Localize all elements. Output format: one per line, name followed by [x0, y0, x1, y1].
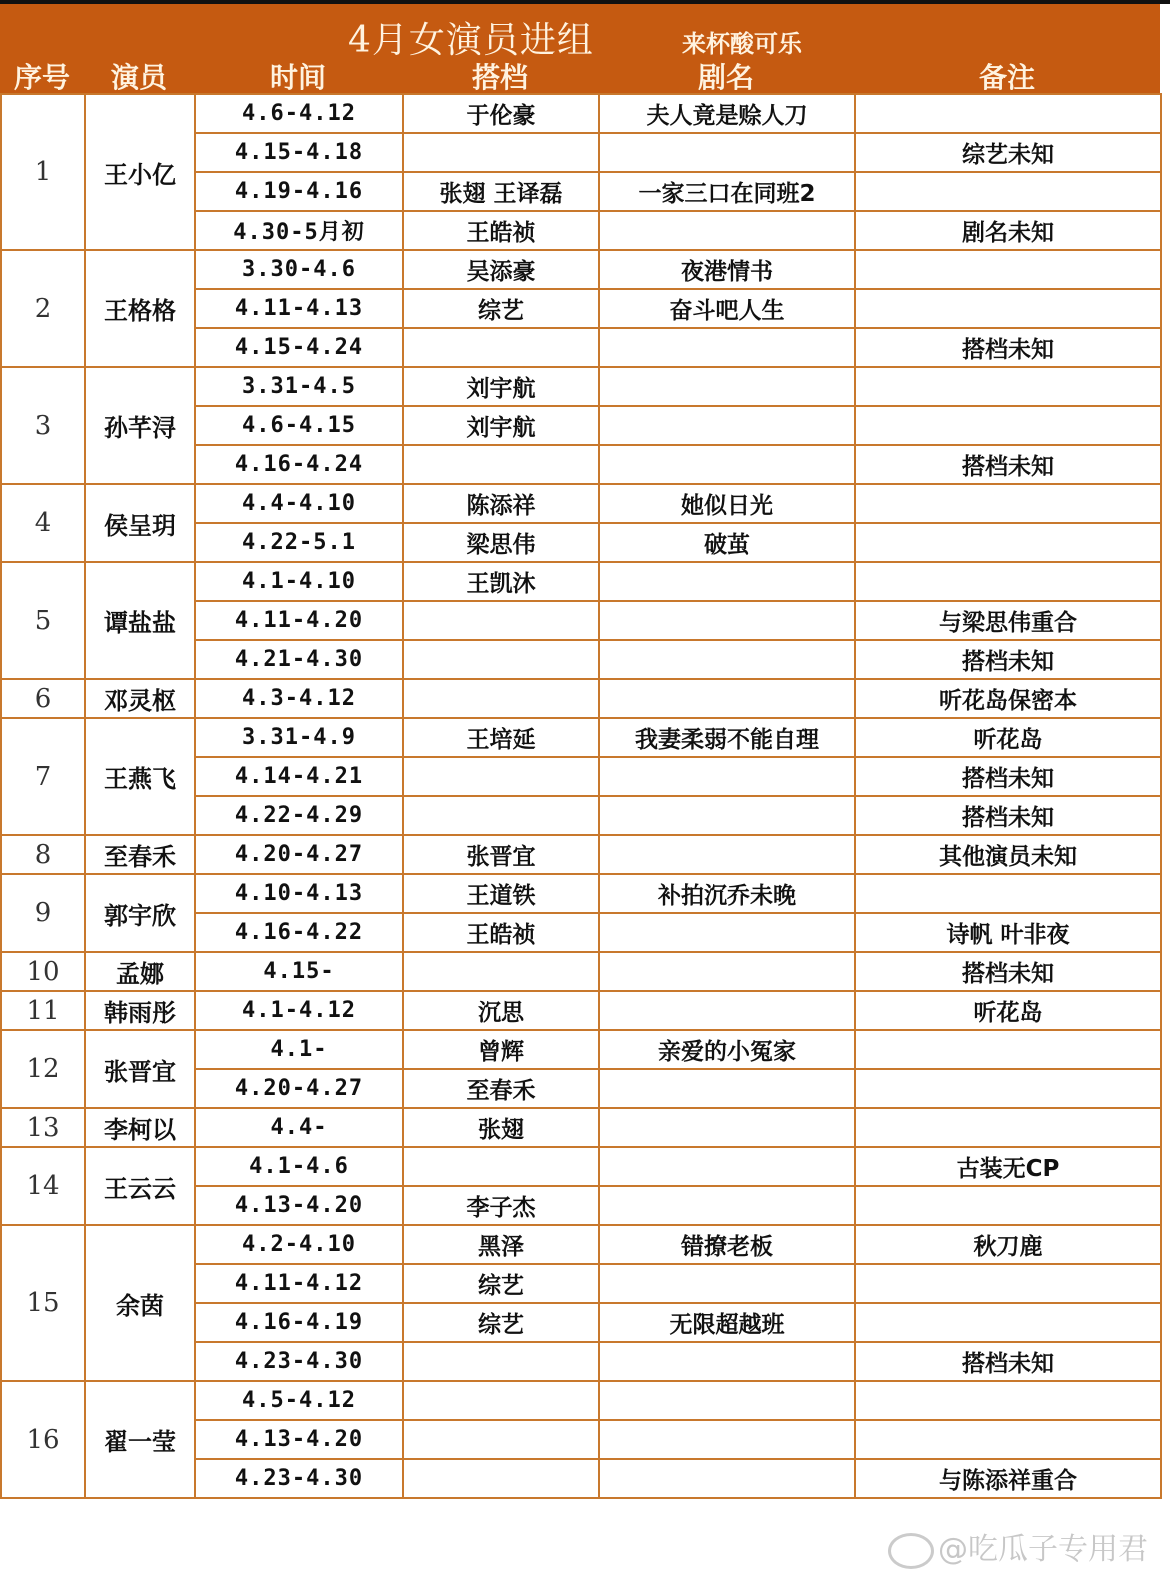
- drama-cell: [599, 991, 855, 1030]
- row-number: 11: [1, 991, 85, 1030]
- drama-cell: 夫人竟是赊人刀: [599, 94, 855, 133]
- table-row: [1, 874, 1161, 913]
- drama-cell: [599, 1147, 855, 1186]
- partner-cell: 王皓祯: [403, 913, 599, 952]
- drama-cell: [599, 757, 855, 796]
- note-cell: [855, 523, 1161, 562]
- drama-cell: [599, 211, 855, 250]
- time-cell: 4.11-4.13: [195, 289, 403, 328]
- drama-cell: 亲爱的小冤家: [599, 1030, 855, 1069]
- time-cell: 4.6-4.15: [195, 406, 403, 445]
- partner-cell: 沉思: [403, 991, 599, 1030]
- time-cell: 4.20-4.27: [195, 1069, 403, 1108]
- row-number: 10: [1, 952, 85, 991]
- actress-name: 孟娜: [85, 952, 195, 991]
- row-number: 13: [1, 1108, 85, 1147]
- time-cell: 4.16-4.24: [195, 445, 403, 484]
- note-cell: [855, 289, 1161, 328]
- drama-cell: [599, 1342, 855, 1381]
- note-cell: [855, 406, 1161, 445]
- note-cell: 搭档未知: [855, 1342, 1161, 1381]
- drama-cell: 奋斗吧人生: [599, 289, 855, 328]
- drama-cell: [599, 1459, 855, 1498]
- drama-cell: [599, 1186, 855, 1225]
- time-cell: 4.15-4.18: [195, 133, 403, 172]
- actress-name: 王小亿: [85, 94, 195, 250]
- note-cell: 搭档未知: [855, 796, 1161, 835]
- partner-cell: 黑泽: [403, 1225, 599, 1264]
- drama-cell: 我妻柔弱不能自理: [599, 718, 855, 757]
- time-cell: 3.30-4.6: [195, 250, 403, 289]
- table-row: [1, 250, 1161, 289]
- partner-cell: 刘宇航: [403, 406, 599, 445]
- actress-name: 李柯以: [85, 1108, 195, 1147]
- note-cell: 与陈添祥重合: [855, 1459, 1161, 1498]
- partner-cell: 王凯沐: [403, 562, 599, 601]
- drama-cell: 一家三口在同班2: [599, 172, 855, 211]
- drama-cell: 她似日光: [599, 484, 855, 523]
- time-cell: 4.4-4.10: [195, 484, 403, 523]
- note-cell: [855, 94, 1161, 133]
- drama-cell: [599, 1264, 855, 1303]
- table-row: [1, 94, 1161, 133]
- partner-cell: 陈添祥: [403, 484, 599, 523]
- partner-cell: 曾辉: [403, 1030, 599, 1069]
- actress-name: 至春禾: [85, 835, 195, 874]
- drama-cell: [599, 562, 855, 601]
- table-header: [0, 4, 1160, 94]
- table-row: [1, 679, 1161, 718]
- note-cell: 搭档未知: [855, 640, 1161, 679]
- partner-cell: [403, 1459, 599, 1498]
- time-cell: 4.23-4.30: [195, 1459, 403, 1498]
- partner-cell: 梁思伟: [403, 523, 599, 562]
- partner-cell: [403, 1381, 599, 1420]
- actress-name: 王燕飞: [85, 718, 195, 835]
- partner-cell: 综艺: [403, 289, 599, 328]
- partner-cell: 刘宇航: [403, 367, 599, 406]
- time-cell: 4.1-: [195, 1030, 403, 1069]
- row-number: 4: [1, 484, 85, 562]
- partner-cell: 王培延: [403, 718, 599, 757]
- table-row: [1, 1381, 1161, 1420]
- partner-cell: [403, 952, 599, 991]
- note-cell: 古装无CP: [855, 1147, 1161, 1186]
- time-cell: 4.13-4.20: [195, 1186, 403, 1225]
- actress-name: 王云云: [85, 1147, 195, 1225]
- actress-name: 王格格: [85, 250, 195, 367]
- row-number: 2: [1, 250, 85, 367]
- actress-name: 邓灵枢: [85, 679, 195, 718]
- table-row: [1, 562, 1161, 601]
- page-title: 4月女演员进组: [348, 20, 594, 61]
- row-number: 8: [1, 835, 85, 874]
- time-cell: 4.11-4.12: [195, 1264, 403, 1303]
- drama-cell: [599, 133, 855, 172]
- table-row: [1, 835, 1161, 874]
- row-number: 16: [1, 1381, 85, 1498]
- time-cell: 4.3-4.12: [195, 679, 403, 718]
- time-cell: 4.19-4.16: [195, 172, 403, 211]
- time-cell: 4.22-5.1: [195, 523, 403, 562]
- drama-cell: [599, 367, 855, 406]
- actress-name: 孙芊浔: [85, 367, 195, 484]
- column-header-partner: 搭档: [471, 61, 528, 94]
- drama-cell: 夜港情书: [599, 250, 855, 289]
- partner-cell: 于伦豪: [403, 94, 599, 133]
- row-number: 15: [1, 1225, 85, 1381]
- actress-name: 谭盐盐: [85, 562, 195, 679]
- column-header-actress: 演员: [110, 61, 167, 94]
- partner-cell: [403, 601, 599, 640]
- note-cell: 听花岛: [855, 991, 1161, 1030]
- drama-cell: [599, 913, 855, 952]
- partner-cell: 至春禾: [403, 1069, 599, 1108]
- drama-cell: [599, 1069, 855, 1108]
- time-cell: 4.15-: [195, 952, 403, 991]
- column-header-note: 备注: [978, 61, 1035, 94]
- row-number: 9: [1, 874, 85, 952]
- table-row: [1, 1225, 1161, 1264]
- time-cell: 4.10-4.13: [195, 874, 403, 913]
- note-cell: [855, 1030, 1161, 1069]
- time-cell: 4.4-: [195, 1108, 403, 1147]
- note-cell: 与梁思伟重合: [855, 601, 1161, 640]
- time-cell: 4.14-4.21: [195, 757, 403, 796]
- partner-cell: [403, 1420, 599, 1459]
- partner-cell: 张翅: [403, 1108, 599, 1147]
- row-number: 7: [1, 718, 85, 835]
- table-body: [1, 94, 1161, 1498]
- note-cell: [855, 1069, 1161, 1108]
- note-cell: [855, 1186, 1161, 1225]
- drama-cell: [599, 952, 855, 991]
- partner-cell: [403, 445, 599, 484]
- partner-cell: 张翅 王译磊: [403, 172, 599, 211]
- table-row: [1, 484, 1161, 523]
- actress-name: 翟一莹: [85, 1381, 195, 1498]
- note-cell: 搭档未知: [855, 952, 1161, 991]
- note-cell: 其他演员未知: [855, 835, 1161, 874]
- note-cell: [855, 562, 1161, 601]
- time-cell: 4.1-4.10: [195, 562, 403, 601]
- row-number: 3: [1, 367, 85, 484]
- column-header-time: 时间: [269, 61, 326, 94]
- drama-cell: [599, 1108, 855, 1147]
- time-cell: 4.23-4.30: [195, 1342, 403, 1381]
- partner-cell: [403, 640, 599, 679]
- watermark-text: @吃瓜子专用君: [938, 1532, 1148, 1567]
- partner-cell: 张晋宜: [403, 835, 599, 874]
- time-cell: 4.21-4.30: [195, 640, 403, 679]
- note-cell: [855, 1420, 1161, 1459]
- note-cell: 搭档未知: [855, 445, 1161, 484]
- drama-cell: 无限超越班: [599, 1303, 855, 1342]
- note-cell: [855, 367, 1161, 406]
- time-cell: 4.15-4.24: [195, 328, 403, 367]
- note-cell: 搭档未知: [855, 328, 1161, 367]
- time-cell: 4.5-4.12: [195, 1381, 403, 1420]
- time-cell: 4.16-4.22: [195, 913, 403, 952]
- partner-cell: 综艺: [403, 1264, 599, 1303]
- time-cell: 4.13-4.20: [195, 1420, 403, 1459]
- column-header-drama: 剧名: [697, 61, 754, 94]
- time-cell: 4.30-5月初: [195, 211, 403, 250]
- note-cell: 秋刀鹿: [855, 1225, 1161, 1264]
- drama-cell: [599, 1420, 855, 1459]
- note-cell: [855, 172, 1161, 211]
- note-cell: [855, 1381, 1161, 1420]
- actress-name: 余茵: [85, 1225, 195, 1381]
- row-number: 5: [1, 562, 85, 679]
- header-edge: [1160, 4, 1170, 54]
- table-row: [1, 952, 1161, 991]
- drama-cell: [599, 445, 855, 484]
- row-number: 12: [1, 1030, 85, 1108]
- watermark: [888, 1524, 1148, 1569]
- drama-cell: 补拍沉乔未晚: [599, 874, 855, 913]
- drama-cell: [599, 601, 855, 640]
- row-number: 1: [1, 94, 85, 250]
- drama-cell: [599, 406, 855, 445]
- note-cell: 搭档未知: [855, 757, 1161, 796]
- note-cell: [855, 874, 1161, 913]
- time-cell: 4.16-4.19: [195, 1303, 403, 1342]
- note-cell: [855, 1303, 1161, 1342]
- actress-name: 郭宇欣: [85, 874, 195, 952]
- note-cell: [855, 1264, 1161, 1303]
- schedule-table: [0, 93, 1162, 1499]
- drama-cell: 错撩老板: [599, 1225, 855, 1264]
- partner-cell: 吴添豪: [403, 250, 599, 289]
- partner-cell: [403, 679, 599, 718]
- actress-name: 韩雨彤: [85, 991, 195, 1030]
- drama-cell: [599, 640, 855, 679]
- table-row: [1, 1030, 1161, 1069]
- table-row: [1, 718, 1161, 757]
- table-row: [1, 1108, 1161, 1147]
- note-cell: [855, 484, 1161, 523]
- drama-cell: [599, 796, 855, 835]
- drama-cell: [599, 679, 855, 718]
- table-row: [1, 1147, 1161, 1186]
- partner-cell: 王皓祯: [403, 211, 599, 250]
- partner-cell: [403, 1342, 599, 1381]
- drama-cell: [599, 835, 855, 874]
- partner-cell: 王道铁: [403, 874, 599, 913]
- row-number: 6: [1, 679, 85, 718]
- row-number: 14: [1, 1147, 85, 1225]
- time-cell: 3.31-4.9: [195, 718, 403, 757]
- note-cell: [855, 1108, 1161, 1147]
- note-cell: 剧名未知: [855, 211, 1161, 250]
- time-cell: 4.6-4.12: [195, 94, 403, 133]
- page-subtitle: 来杯酸可乐: [682, 30, 802, 58]
- actress-name: 侯呈玥: [85, 484, 195, 562]
- note-cell: 综艺未知: [855, 133, 1161, 172]
- weibo-logo-icon: [888, 1533, 934, 1569]
- drama-cell: [599, 328, 855, 367]
- note-cell: 听花岛保密本: [855, 679, 1161, 718]
- partner-cell: 综艺: [403, 1303, 599, 1342]
- partner-cell: [403, 328, 599, 367]
- drama-cell: [599, 1381, 855, 1420]
- time-cell: 4.2-4.10: [195, 1225, 403, 1264]
- partner-cell: [403, 757, 599, 796]
- time-cell: 3.31-4.5: [195, 367, 403, 406]
- drama-cell: 破茧: [599, 523, 855, 562]
- time-cell: 4.1-4.12: [195, 991, 403, 1030]
- note-cell: 诗帆 叶非夜: [855, 913, 1161, 952]
- partner-cell: [403, 133, 599, 172]
- partner-cell: [403, 1147, 599, 1186]
- time-cell: 4.20-4.27: [195, 835, 403, 874]
- column-header-number: 序号: [13, 61, 70, 94]
- partner-cell: 李子杰: [403, 1186, 599, 1225]
- actress-name: 张晋宜: [85, 1030, 195, 1108]
- time-cell: 4.11-4.20: [195, 601, 403, 640]
- table-row: [1, 367, 1161, 406]
- note-cell: [855, 250, 1161, 289]
- time-cell: 4.22-4.29: [195, 796, 403, 835]
- table-row: [1, 991, 1161, 1030]
- partner-cell: [403, 796, 599, 835]
- time-cell: 4.1-4.6: [195, 1147, 403, 1186]
- note-cell: 听花岛: [855, 718, 1161, 757]
